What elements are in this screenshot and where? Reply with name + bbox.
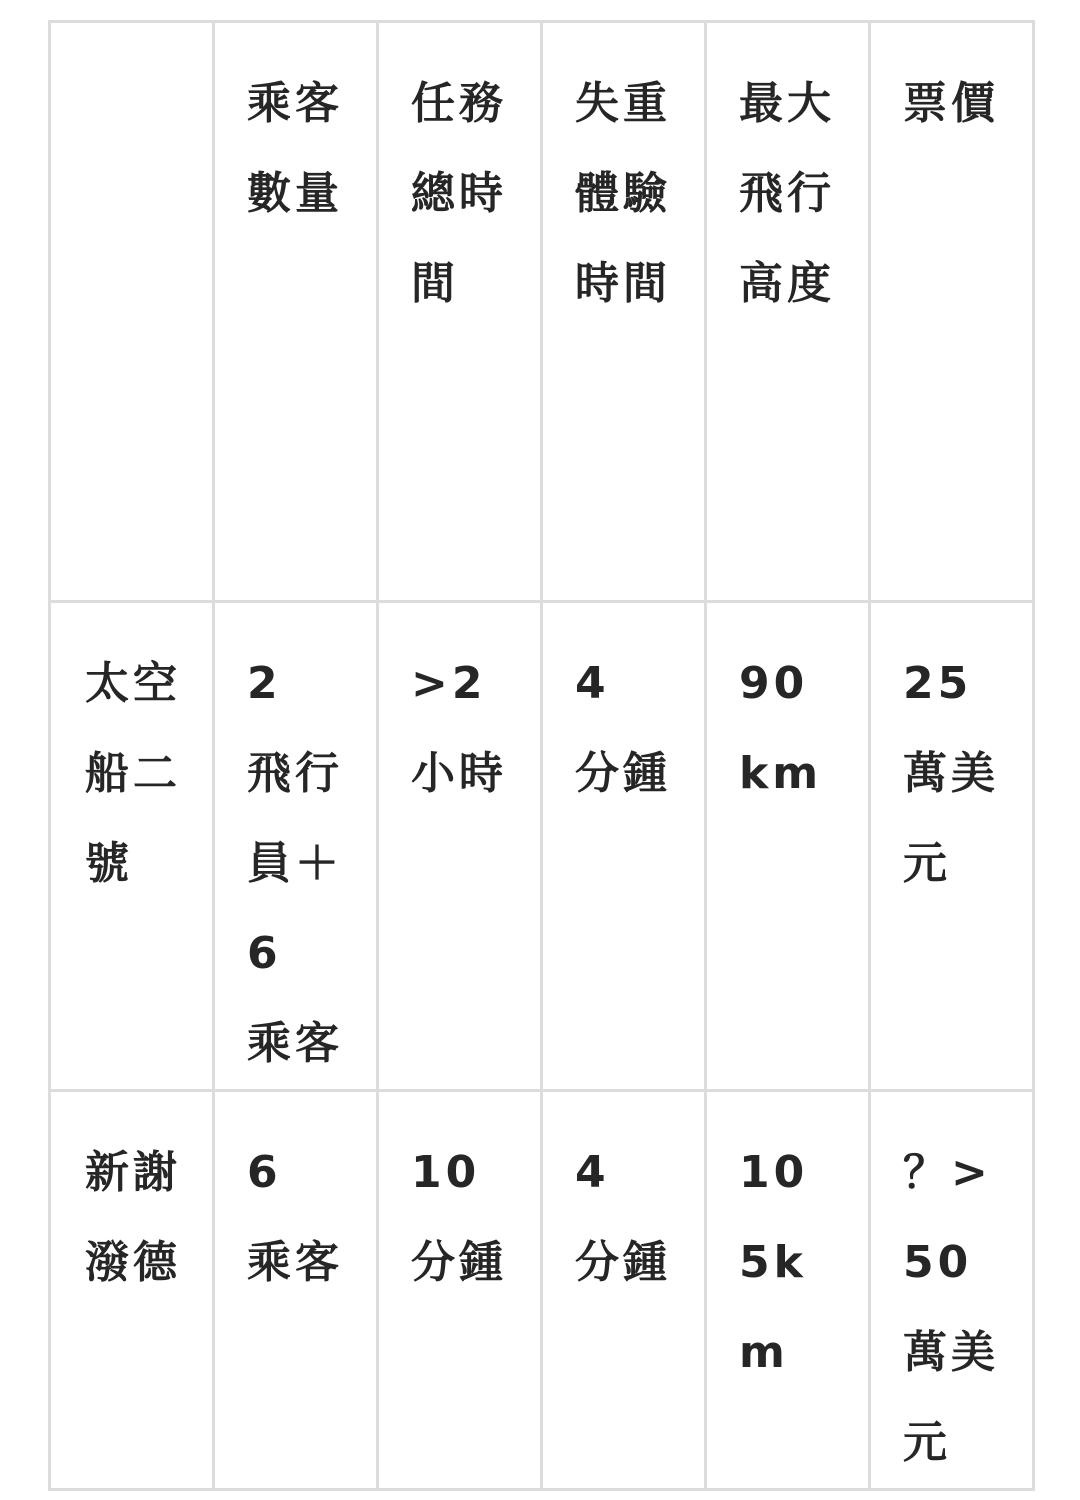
header-passenger-count: 乘客數量 bbox=[214, 22, 378, 602]
corner-cell bbox=[50, 22, 214, 602]
cell-ticket-price: ？>50萬美元 bbox=[870, 1091, 1034, 1490]
cell-ticket-price: 25萬美元 bbox=[870, 602, 1034, 1091]
cell-total-mission-time: 10分鍾 bbox=[378, 1091, 542, 1490]
table-row bbox=[50, 602, 1034, 1091]
table-row bbox=[50, 1091, 1034, 1490]
comparison-table-container bbox=[48, 20, 1032, 1486]
row-name-spaceshiptwo: 太空船二號 bbox=[50, 602, 214, 1091]
header-total-mission-time: 任務總時間 bbox=[378, 22, 542, 602]
cell-passenger-count: 2 飛行員＋6 乘客 bbox=[214, 602, 378, 1091]
header-max-altitude: 最大飛行高度 bbox=[706, 22, 870, 602]
cell-weightless-time: 4 分鍾 bbox=[542, 602, 706, 1091]
comparison-table bbox=[48, 20, 1035, 1491]
row-name-new-shepard: 新謝潑德 bbox=[50, 1091, 214, 1490]
cell-weightless-time: 4 分鍾 bbox=[542, 1091, 706, 1490]
header-weightless-time: 失重體驗時間 bbox=[542, 22, 706, 602]
cell-total-mission-time: >2小時 bbox=[378, 602, 542, 1091]
cell-max-altitude: 105km bbox=[706, 1091, 870, 1490]
header-ticket-price: 票價 bbox=[870, 22, 1034, 602]
cell-passenger-count: 6 乘客 bbox=[214, 1091, 378, 1490]
cell-max-altitude: 90km bbox=[706, 602, 870, 1091]
header-row bbox=[50, 22, 1034, 602]
